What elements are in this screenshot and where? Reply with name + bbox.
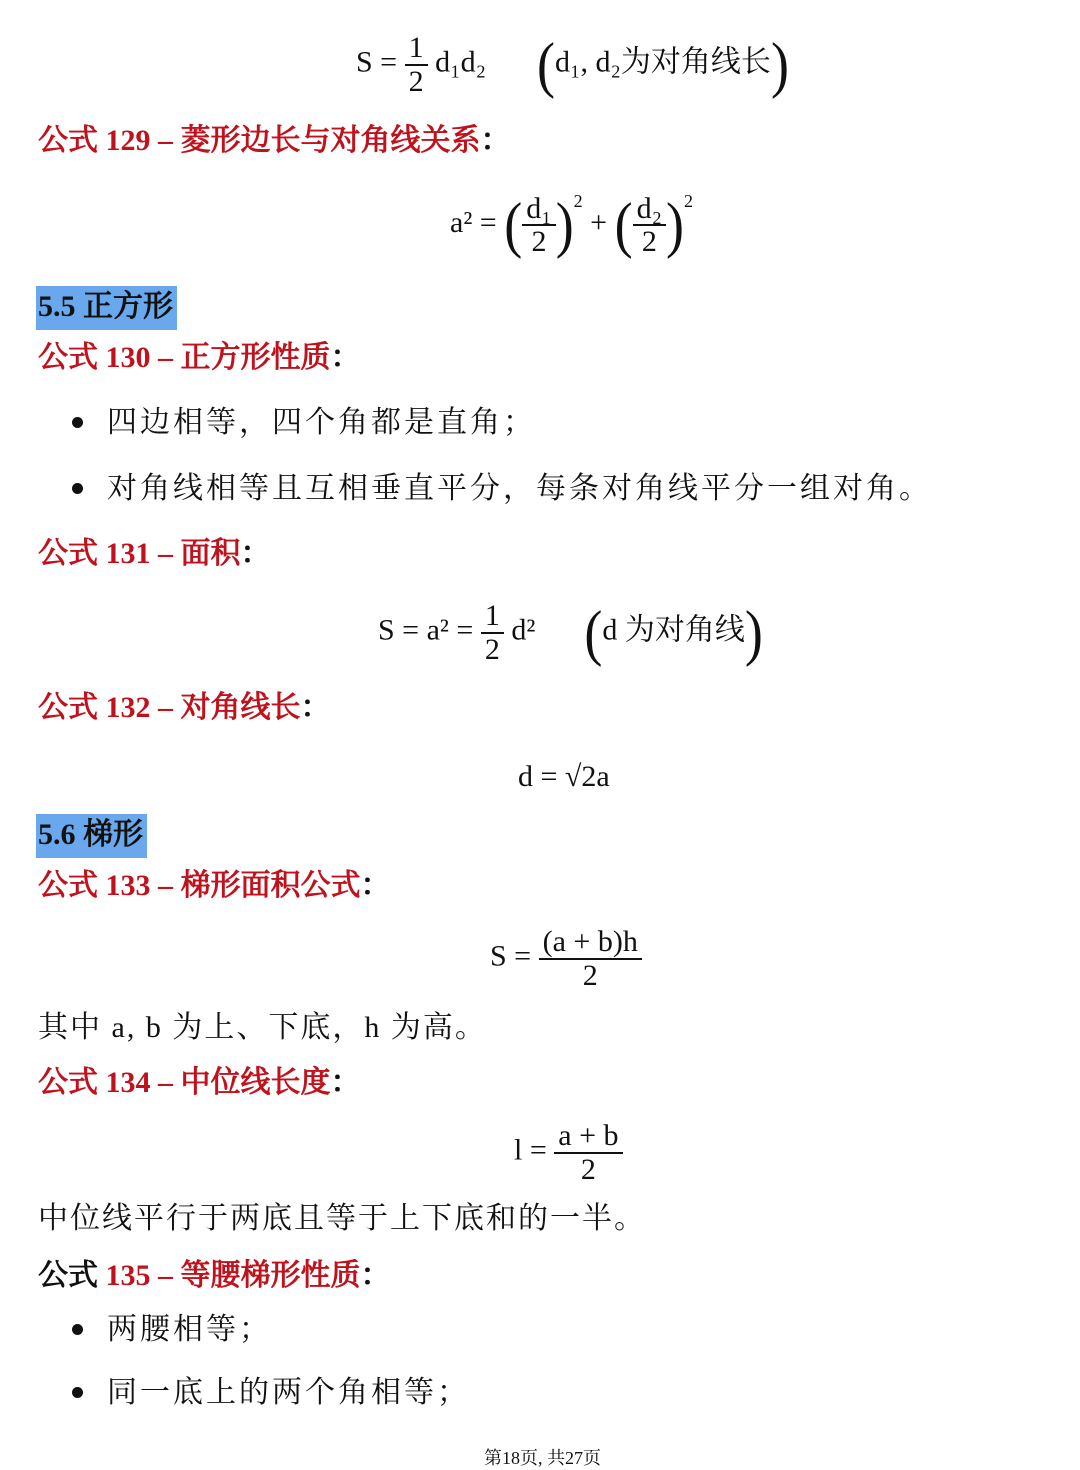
fraction: $\frac{1}{2}$ <box>405 32 428 97</box>
formula-131: S = a² = $\frac{1}{2}$ d² (d 为对角线) <box>378 598 763 667</box>
fraction: $\frac{(a + b)h}{2}$ <box>539 926 642 991</box>
formula-lhs: S = <box>356 45 398 79</box>
formula-133: S = $\frac{(a + b)h}{2}$ <box>490 926 642 991</box>
formula-heading-132: 公式 132 – 对角线长： <box>38 691 331 724</box>
formula-rhs: d₁d₂ <box>435 45 487 79</box>
fraction: $\frac{a + b}{2}$ <box>554 1120 622 1185</box>
bullet-icon <box>72 1387 83 1398</box>
page-number: 第18页, 共27页 <box>484 1448 601 1468</box>
formula-heading-130: 公式 130 – 正方形性质： <box>38 341 361 374</box>
formula-note: d₁, d₂为对角线长 <box>555 45 771 79</box>
list-item: 两腰相等； <box>72 1315 272 1345</box>
formula-133-explanation: 其中 a, b 为上、下底，h 为高。 <box>38 1011 487 1044</box>
formula-132: d = √2a <box>518 760 610 793</box>
section-heading-5-6: 5.6 梯形 <box>36 814 147 858</box>
list-item: 对角线相等且互相垂直平分，每条对角线平分一组对角。 <box>72 474 932 504</box>
bullet-icon <box>72 417 83 428</box>
formula-heading-129: 公式 129 – 菱形边长与对角线关系： <box>38 124 511 157</box>
formula-heading-135: 公式 135 – 等腰梯形性质： <box>38 1259 391 1292</box>
formula-heading-133: 公式 133 – 梯形面积公式： <box>38 869 391 902</box>
formula-129: a² = ( $\frac{\text{d₁}}{2}$ )$^2$ + ( $\frac{\text{d₂}}{2}$ )$^2$ <box>450 190 694 260</box>
formula-rhombus-area: S = $\frac{1}{2}$ d₁d₂ (d₁, d₂为对角线长) <box>356 30 789 99</box>
formula-134-explanation: 中位线平行于两底且等于上下底和的一半。 <box>38 1202 646 1235</box>
formula-note: d 为对角线 <box>602 613 745 647</box>
formula-134: l = $\frac{a + b}{2}$ <box>514 1120 623 1185</box>
formula-heading-131: 公式 131 – 面积： <box>38 537 271 570</box>
bullet-icon <box>72 483 83 494</box>
fraction: $\frac{\text{d₂}}{2}$ <box>633 193 666 258</box>
fraction: $\frac{\text{d₁}}{2}$ <box>522 193 555 258</box>
bullet-icon <box>72 1324 83 1335</box>
section-heading-5-5: 5.5 正方形 <box>36 286 177 330</box>
list-item: 四边相等，四个角都是直角； <box>72 408 536 438</box>
list-item: 同一底上的两个角相等； <box>72 1378 470 1408</box>
formula-heading-134: 公式 134 – 中位线长度： <box>38 1066 361 1099</box>
fraction: $\frac{1}{2}$ <box>481 600 504 665</box>
